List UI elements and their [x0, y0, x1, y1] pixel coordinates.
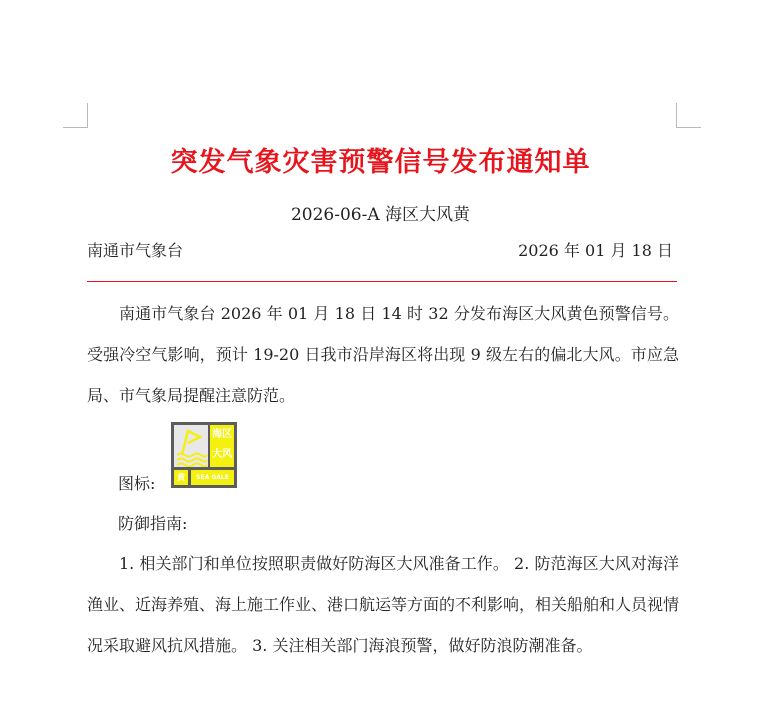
page-corner-mark-top-right — [676, 103, 701, 128]
issuer: 南通市气象台 — [87, 241, 184, 260]
guide-paragraph: 1. 相关部门和单位按照职责做好防海区大风准备工作。 2. 防范海区大风对海洋渔业、近海养殖、海上施工作业、港口航运等方面的不利影响，相关船舶和人员视情况采取避风抗风措施。 3. 关注相关部门海浪预警，做好防浪防潮准备。 — [87, 554, 680, 655]
sea-gale-yellow-signal-icon — [171, 422, 237, 488]
page-corner-mark-top-left — [63, 103, 88, 128]
warning-body-paragraph: 南通市气象台 2026 年 01 月 18 日 14 时 32 分发布海区大风黄色预警信号。受强冷空气影响，预计 19-20 日我市沿岸海区将出现 9 级左右的偏北大风。市应急局、市气象局提醒注意防范。 — [87, 304, 679, 405]
guide-heading: 防御指南: — [118, 514, 188, 533]
red-divider — [87, 281, 677, 282]
signal-level: 黄 — [174, 470, 188, 485]
flag-waves-icon — [174, 425, 208, 467]
document-title: 突发气象灾害预警信号发布通知单 — [170, 147, 591, 178]
signal-cn-text: 海区 大风 — [210, 425, 234, 467]
issue-date: 2026 年 01 月 18 日 — [518, 241, 673, 260]
document-subtitle: 2026-06-A 海区大风黄 — [290, 205, 471, 225]
icon-label: 图标: — [118, 474, 156, 493]
signal-en-text: SEA GALE — [191, 470, 234, 485]
